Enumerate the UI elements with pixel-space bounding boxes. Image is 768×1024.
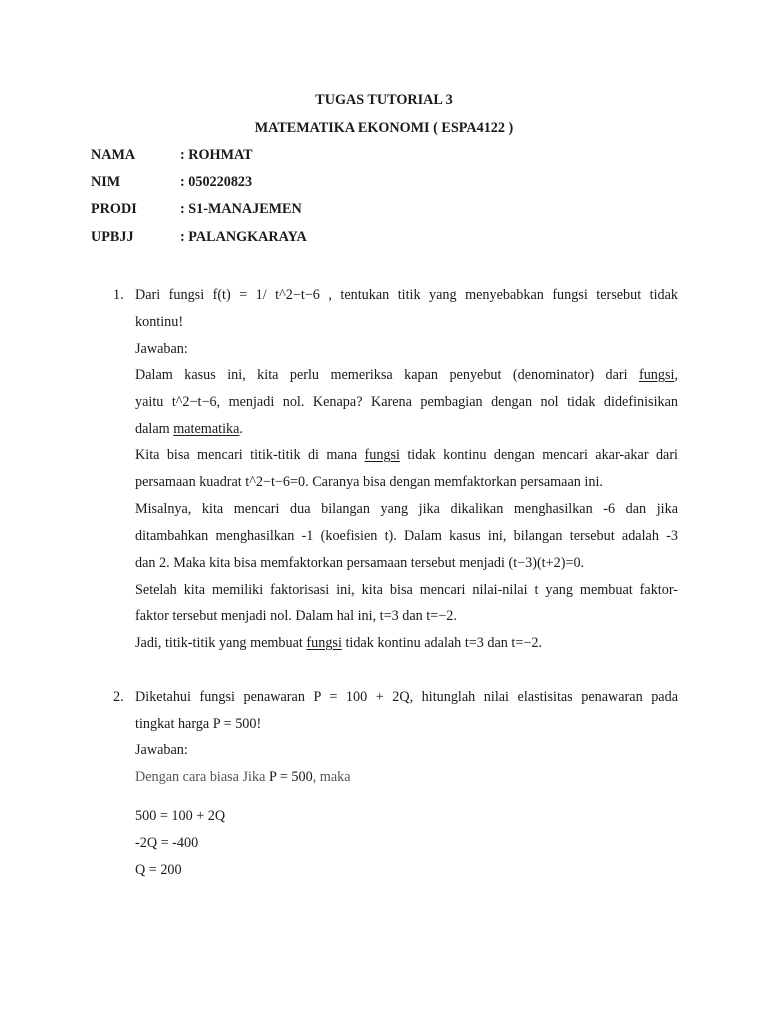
answer-line: Misalnya, kita mencari dua bilangan yang jika dikalikan menghasilkan -6 dan jika — [135, 501, 678, 517]
identity-value-upbjj: : PALANGKARAYA — [180, 229, 307, 245]
answer-line: dan 2. Maka kita bisa memfaktorkan persamaan tersebut menjadi (t−3)(t+2)=0. — [135, 555, 585, 571]
answer-line: Dalam kasus ini, kita perlu memeriksa kapan penyebut (denominator) dari fungsi, — [135, 367, 678, 383]
question-1-text-line: kontinu! — [135, 314, 184, 330]
answer-intro: Dengan cara biasa Jika P = 500, maka — [135, 769, 351, 785]
identity-label-nim: NIM — [91, 174, 121, 190]
identity-value-nama: : ROHMAT — [180, 147, 253, 163]
calculation-line: Q = 200 — [135, 862, 182, 878]
answer-line: Kita bisa mencari titik-titik di mana fungsi tidak kontinu dengan mencari akar-akar dari — [135, 447, 678, 463]
question-1-text-line: Dari fungsi f(t) = 1/ t^2−t−6 , tentukan titik yang menyebabkan fungsi tersebut tidak — [135, 287, 678, 303]
document-subtitle: MATEMATIKA EKONOMI ( ESPA4122 ) — [254, 120, 514, 136]
answer-line: yaitu t^2−t−6, menjadi nol. Kenapa? Karena pembagian dengan nol tidak didefinisikan — [135, 394, 678, 410]
answer-label: Jawaban: — [135, 341, 188, 357]
link-fungsi[interactable]: fungsi — [306, 635, 342, 651]
link-fungsi[interactable]: fungsi — [638, 367, 675, 383]
answer-line: persamaan kuadrat t^2−t−6=0. Caranya bisa dengan memfaktorkan persamaan ini. — [135, 474, 603, 490]
question-2-number: 2. — [113, 689, 124, 705]
answer-line: dalam matematika. — [135, 421, 243, 437]
calculation-line: 500 = 100 + 2Q — [135, 808, 226, 824]
answer-line: ditambahkan menghasilkan -1 (koefisien t). Dalam kasus ini, bilangan tersebut adalah -3 — [135, 528, 678, 544]
link-matematika[interactable]: matematika — [173, 421, 240, 437]
answer-label: Jawaban: — [135, 742, 188, 758]
identity-value-nim: : 050220823 — [180, 174, 253, 190]
identity-label-prodi: PRODI — [91, 201, 137, 217]
identity-label-nama: NAMA — [91, 147, 136, 163]
answer-line: Jadi, titik-titik yang membuat fungsi tidak kontinu adalah t=3 dan t=−2. — [135, 635, 543, 651]
question-2-text-line: tingkat harga P = 500! — [135, 716, 262, 732]
question-2-text-line: Diketahui fungsi penawaran P = 100 + 2Q, hitunglah nilai elastisitas penawaran pada — [135, 689, 678, 705]
identity-label-upbjj: UPBJJ — [91, 229, 134, 245]
link-fungsi[interactable]: fungsi — [364, 447, 400, 463]
answer-line: faktor tersebut menjadi nol. Dalam hal ini, t=3 dan t=−2. — [135, 608, 457, 624]
answer-line: Setelah kita memiliki faktorisasi ini, kita bisa mencari nilai-nilai t yang membuat faktor- — [135, 582, 678, 598]
identity-value-prodi: : S1-MANAJEMEN — [180, 201, 302, 217]
calculation-line: -2Q = -400 — [135, 835, 199, 851]
question-1-number: 1. — [113, 287, 124, 303]
document-title: TUGAS TUTORIAL 3 — [315, 92, 453, 108]
